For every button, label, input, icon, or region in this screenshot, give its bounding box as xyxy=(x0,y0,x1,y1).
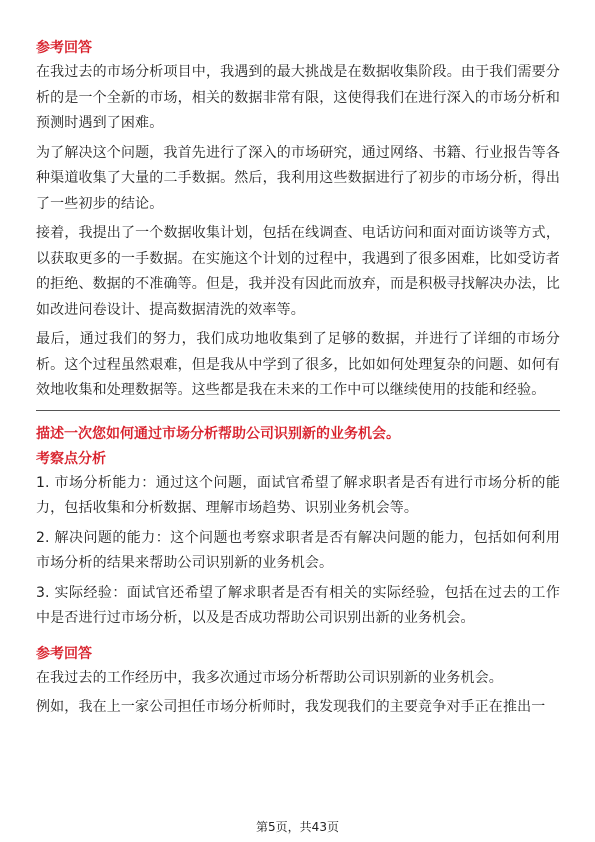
answer-paragraph: 最后，通过我们的努力，我们成功地收集到了足够的数据，并进行了详细的市场分析。这个过程虽然艰难，但是我从中学到了很多，比如如何处理复杂的问题、如何有效地收集和处理数据等。这些都是我在未来的工作中可以继续使用的技能和经验。 xyxy=(36,331,560,398)
answer-paragraph: 接着，我提出了一个数据收集计划，包括在线调查、电话访问和面对面访谈等方式，以获取更多的一手数据。在实施这个计划的过程中，我遇到了很多困难，比如受访者的拒绝、数据的不准确等。但是，我并没有因此而放弃，而是积极寻找解决办法，比如改进问卷设计、提高数据清洗的效率等。 xyxy=(36,225,560,318)
page-content xyxy=(36,38,560,725)
analysis-point: 3. 实际经验：面试官还希望了解求职者是否有相关的实际经验，包括在过去的工作中是否进行过市场分析，以及是否成功帮助公司识别出新的业务机会。 xyxy=(36,584,560,626)
analysis-point: 2. 解决问题的能力：这个问题也考察求职者是否有解决问题的能力，包括如何利用市场分析的结果来帮助公司识别新的业务机会。 xyxy=(36,529,560,571)
section-divider xyxy=(36,410,560,411)
reference-answer-heading: 参考回答 xyxy=(36,645,92,662)
answer-paragraph: 为了解决这个问题，我首先进行了深入的市场研究，通过网络、书籍、行业报告等各种渠道收集了大量的二手数据。然后，我利用这些数据进行了初步的市场分析，得出了一些初步的结论。 xyxy=(36,144,560,212)
answer-paragraph: 在我过去的工作经历中，我多次通过市场分析帮助公司识别新的业务机会。 xyxy=(36,669,503,686)
answer-paragraph: 在我过去的市场分析项目中，我遇到的最大挑战是在数据收集阶段。由于我们需要分析的是一个全新的市场，相关的数据非常有限，这使得我们在进行深入的市场分析和预测时遇到了困难。 xyxy=(36,64,560,131)
spacer xyxy=(36,636,560,644)
page-number: 第5页，共43页 xyxy=(256,820,339,834)
analysis-point: 1. 市场分析能力：通过这个问题，面试官希望了解求职者是否有进行市场分析的能力，包括收集和分析数据、理解市场趋势、识别业务机会等。 xyxy=(36,474,560,516)
answer-paragraph: 例如，我在上一家公司担任市场分析师时，我发现我们的主要竞争对手正在推出一 xyxy=(36,699,546,715)
reference-answer-heading: 参考回答 xyxy=(36,40,92,56)
interview-question: 描述一次您如何通过市场分析帮助公司识别新的业务机会。 xyxy=(36,425,400,442)
analysis-heading: 考察点分析 xyxy=(36,450,106,467)
